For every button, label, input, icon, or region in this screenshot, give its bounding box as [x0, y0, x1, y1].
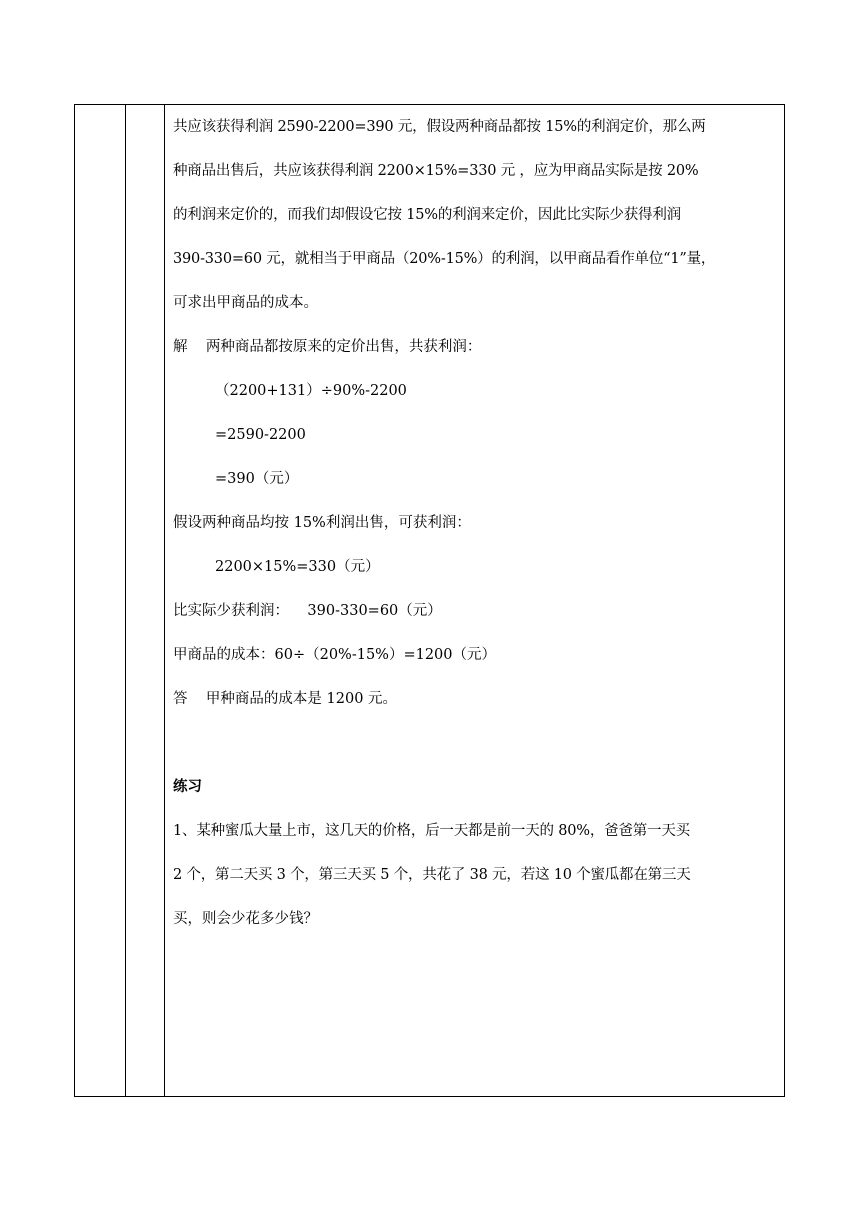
cost-line: 甲商品的成本：60÷（20%-15%）=1200（元）	[173, 647, 497, 663]
calc-line: =2590-2200	[215, 427, 306, 443]
calc-line: （2200+131）÷90%-2200	[215, 383, 407, 399]
intro-line: 可求出甲商品的成本。	[173, 295, 318, 311]
assume-line: 假设两种商品均按 15%利润出售，可获利润：	[173, 515, 471, 531]
spacer	[173, 721, 772, 765]
practice-line: 1、某种蜜瓜大量上市，这几天的价格，后一天都是前一天的 80%，爸爸第一天买	[173, 823, 690, 839]
solution-label: 解 两种商品都按原来的定价出售，共获利润：	[173, 339, 482, 355]
calc-line: =390（元）	[215, 471, 299, 487]
intro-line: 共应该获得利润 2590-2200=390 元，假设两种商品都按 15%的利润定价，那么两	[173, 119, 706, 135]
content-cell	[173, 105, 772, 941]
column-divider	[125, 105, 126, 1096]
difference-line: 比实际少获利润： 390-330=60（元）	[173, 603, 442, 619]
column-divider	[164, 105, 165, 1096]
intro-line: 种商品出售后，共应该获得利润 2200×15%=330 元 ，应为甲商品实际是按 20%	[173, 163, 699, 179]
intro-line: 390-330=60 元，就相当于甲商品（20%-15%）的利润，以甲商品看作单位“1”量，	[173, 251, 716, 267]
practice-heading: 练习	[173, 778, 202, 795]
lesson-table	[74, 104, 785, 1097]
practice-line: 2 个，第二天买 3 个，第三天买 5 个，共花了 38 元，若这 10 个蜜瓜都在第三天	[173, 867, 691, 883]
assume-calc: 2200×15%=330（元）	[215, 559, 380, 575]
answer-line: 答 甲种商品的成本是 1200 元。	[173, 691, 398, 707]
practice-line: 买，则会少花多少钱？	[173, 911, 318, 927]
intro-line: 的利润来定价的，而我们却假设它按 15%的利润来定价，因此比实际少获得利润	[173, 207, 681, 223]
